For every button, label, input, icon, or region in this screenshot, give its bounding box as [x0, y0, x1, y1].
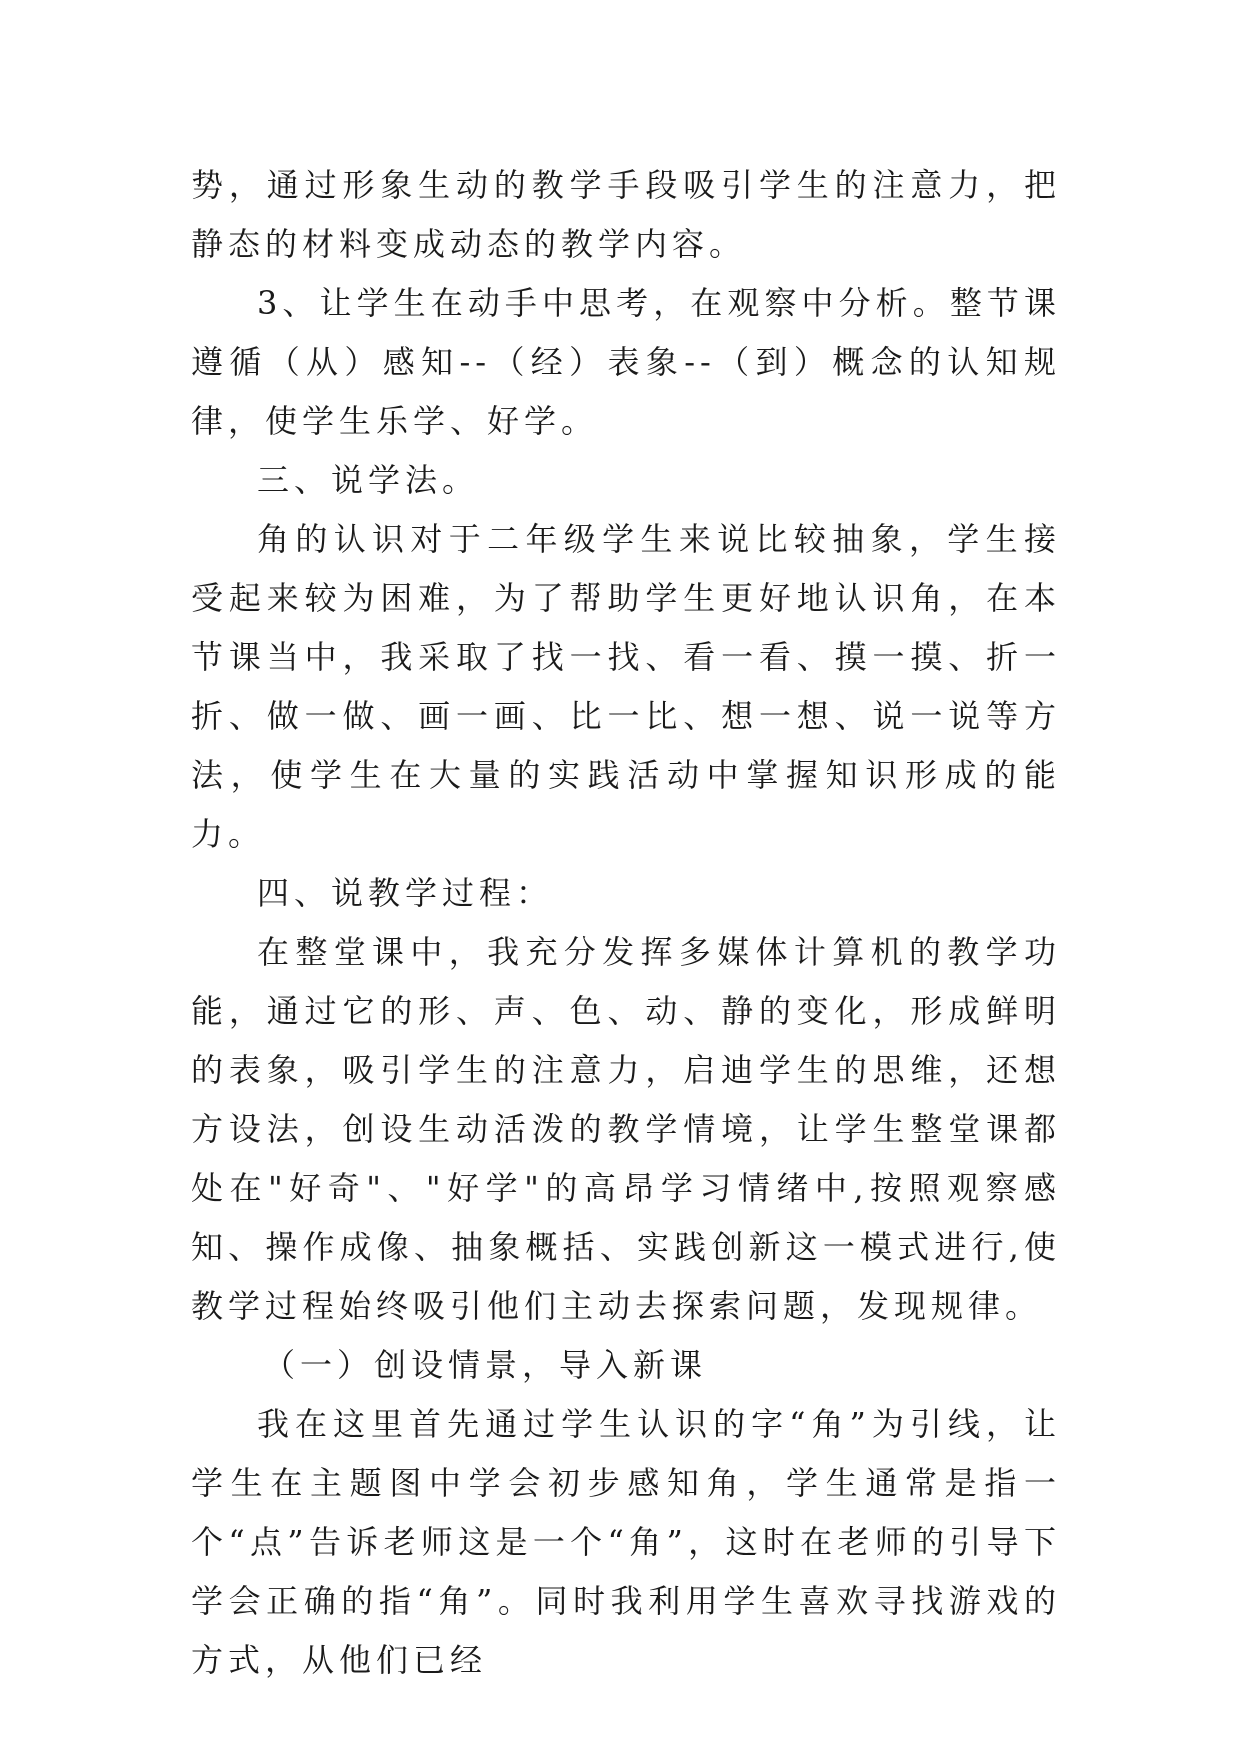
paragraph-point-3: 3、让学生在动手中思考，在观察中分析。整节课遵循（从）感知--（经）表象--（到）概念的认知规律，使学生乐学、好学。 [191, 284, 1061, 440]
paragraph-continuation: 势，通过形象生动的教学手段吸引学生的注意力，把静态的材料变成动态的教学内容。 [191, 166, 1061, 263]
paragraph-introduction: 我在这里首先通过学生认识的字“角”为引线，让学生在主题图中学会初步感知角，学生通常是指一个“点”告诉老师这是一个“角”，这时在老师的引导下学会正确的指“角”。同时我利用学生喜欢寻找游戏的方式，从他们已经 [191, 1405, 1061, 1679]
paragraph-learning-method: 角的认识对于二年级学生来说比较抽象，学生接受起来较为困难，为了帮助学生更好地认识角，在本节课当中，我采取了找一找、看一看、摸一摸、折一折、做一做、画一画、比一比、想一想、说一说等方法，使学生在大量的实践活动中掌握知识形成的能力。 [191, 520, 1061, 853]
document-body [191, 156, 1061, 1690]
paragraph-teaching-process: 在整堂课中，我充分发挥多媒体计算机的教学功能，通过它的形、声、色、动、静的变化，形成鲜明的表象，吸引学生的注意力，启迪学生的思维，还想方设法，创设生动活泼的教学情境，让学生整堂课都处在"好奇"、"好学"的高昂学习情绪中,按照观察感知、操作成像、抽象概括、实践创新这一模式进行,使教学过程始终吸引他们主动去探索问题，发现规律。 [191, 933, 1061, 1325]
section-heading-learning-method: 三、说学法。 [257, 461, 480, 499]
subsection-heading-introduction: （一）创设情景，导入新课 [263, 1346, 708, 1384]
section-heading-teaching-process: 四、说教学过程： [257, 874, 554, 912]
